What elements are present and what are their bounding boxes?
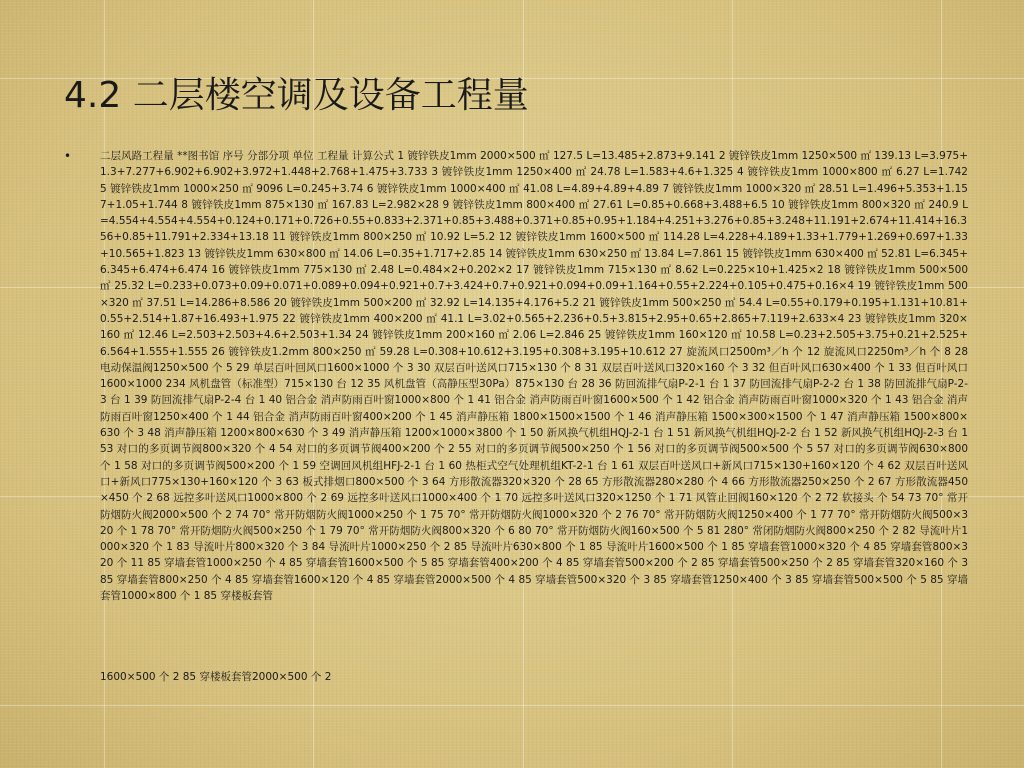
- slide-title: 4.2 二层楼空调及设备工程量: [64, 75, 529, 116]
- grid-line-horizontal-4: [0, 705, 1024, 706]
- bullet-marker: •: [64, 149, 72, 163]
- quantity-list-text: 二层风路工程量 **图书馆 序号 分部分项 单位 工程量 计算公式 1 镀锌铁皮1mm 2000×500 ㎡ 127.5 L=13.485+2.873+9.141 2 镀锌铁皮1mm 1250×500 ㎡ 139.13 L=3.975+1.3+7.277+6.902+6.902+3.972+1.448+2.768+1.475+3.733 3 镀锌铁皮1mm 1250×400 ㎡ 24.78 L=1.583+4.6+1.325 4 镀锌铁皮1mm 1000×800 ㎡ 6.27 L=1.742 5 镀锌铁皮1mm 1000×250 ㎡ 9096 L=0.245+3.74 6 镀锌铁皮1mm 1000×400 ㎡ 41.08 L=4.89+4.89+4.89 7 镀锌铁皮1mm 1000×320 ㎡ 28.51 L=1.496+5.353+1.157+1.05+1.744 8 镀锌铁皮1mm 875×130 ㎡ 167.83 L=2.982×28 9 镀锌铁皮1mm 800×400 ㎡ 27.61 L=0.85+0.668+3.488+6.5 10 镀锌铁皮1mm 800×320 ㎡ 240.9 L=4.554+4.554+4.554+0.124+0.171+0.726+0.55+0.833+2.371+0.85+3.488+0.371+0.85+0.95+1.184+4.251+3.276+0.85+3.248+11.191+2.674+11.414+16.356+0.85+11.791+2.334+13.18 11 镀锌铁皮1mm 800×250 ㎡ 10.92 L=5.2 12 镀锌铁皮1mm 1600×500 ㎡ 114.28 L=4.228+4.189+1.33+1.779+1.269+0.697+1.33+10.565+1.823 13 镀锌铁皮1mm 630×800 ㎡ 14.06 L=0.35+1.717+2.85 14 镀锌铁皮1mm 630×250 ㎡ 13.84 L=7.861 15 镀锌铁皮1mm 630×400 ㎡ 52.81 L=6.345+6.345+6.474+6.474 16 镀锌铁皮1mm 775×130 ㎡ 2.48 L=0.484×2+0.202×2 17 镀锌铁皮1mm 715×130 ㎡ 8.62 L=0.225×10+1.425×2 18 镀锌铁皮1mm 500×500 ㎡ 25.32 L=0.233+0.073+0.09+0.071+0.089+0.094+0.921+0.7+3.424+0.7+0.921+0.094+0.09+1.164+0.55+2.224+0.105+0.475+0.16×4 19 镀锌铁皮1mm 500×320 ㎡ 37.51 L=14.286+8.586 20 镀锌铁皮1mm 500×200 ㎡ 32.92 L=14.135+4.176+5.2 21 镀锌铁皮1mm 500×250 ㎡ 54.4 L=0.55+0.179+0.195+1.131+10.81+0.55+2.514+1.87+16.493+1.975 22 镀锌铁皮1mm 400×200 ㎡ 41.1 L=3.02+0.565+2.236+0.5+3.815+2.95+0.65+2.865+7.119+2.633×4 23 镀锌铁皮1mm 320×160 ㎡ 12.46 L=2.503+2.503+4.6+2.503+1.34 24 镀锌铁皮1mm 200×160 ㎡ 2.06 L=2.846 25 镀锌铁皮1mm 160×120 ㎡ 10.58 L=0.23+2.505+3.75+0.21+2.525+6.564+1.555+1.555 26 镀锌铁皮1.2mm 800×250 ㎡ 59.28 L=0.308+10.612+3.195+0.308+3.195+10.612 27 旋流风口2500m³／h 个 12 旋流风口2250m³／h 个 8 28 电动保温阀1250×500 个 5 29 单层百叶回风口1600×1000 个 3 30 双层百叶送风口715×130 个 8 31 双层百叶送风口320×160 个 3 32 但百叶风口630×400 个 1 33 但百叶风口1600×1000 234 风机盘管（标准型）715×130 台 12 35 风机盘管（高静压型30Pa）875×130 台 28 36 防回流排气扇P-2-1 台 1 37 防回流排气扇P-2-2 台 1 38 防回流排气扇P-2-3 台 1 39 防回流排气扇P-2-4 台 1 40 铝合金 消声防雨百叶窗1000×800 个 1 41 铝合金 消声防雨百叶窗1600×500 个 1 42 铝合金 消声防雨百叶窗1000×320 个 1 43 铝合金 消声防雨百叶窗1250×400 个 1 44 铝合金 消声防雨百叶窗400×200 个 1 45 消声静压箱 1800×1500×1500 个 1 46 消声静压箱 1500×300×1500 个 1 47 消声静压箱 1500×800×630 个 3 48 消声静压箱 1200×800×630 个 3 49 消声静压箱 1200×1000×3800 个 1 50 新风换气机组HQJ-2-1 台 1 51 新风换气机组HQJ-2-2 台 1 52 新风换气机组HQJ-2-3 台 1 53 对口的多页调节阀800×320 个 4 54 对口的多页调节阀400×200 个 2 55 对口的多页调节阀500×250 个 1 56 对口的多页调节阀500×500 个 5 57 对口的多页调节阀630×800 个 1 58 对口的多页调节阀500×200 个 1 59 空调回风机组HFJ-2-1 台 1 60 热柜式空气处理机组KT-2-1 台 1 61 双层百叶送风口+新风口715×130+160×120 个 4 62 双层百叶送风口+新风口775×130+160×120 个 3 63 板式排烟口800×500 个 3 64 方形散流器320×320 个 28 65 方形散流器280×280 个 4 66 方形散流器250×250 个 2 67 方形散流器450×450 个 2 68 远控多叶送风口1000×800 个 2 69 远控多叶送风口1000×400 个 1 70 远控多叶送风口320×1250 个 1 71 风管止回阀160×120 个 2 72 软接头 个 54 73 70° 常开防烟防火阀2000×500 个 2 74 70° 常开防烟防火阀1000×250 个 1 75 70° 常开防烟防火阀1000×320 个 2 76 70° 常开防烟防火阀1250×400 个 1 77 70° 常开防烟防火阀500×320 个 1 78 70° 常开防烟防火阀500×250 个 1 79 70° 常开防烟防火阀800×320 个 6 80 70° 常开防烟防火阀160×500 个 5 81 280° 常闭防烟防火阀800×250 个 2 82 导流叶片1000×320 个 1 83 导流叶片800×320 个 3 84 导流叶片1000×250 个 2 85 导流叶片630×800 个 1 85 导流叶片1600×500 个 1 85 穿墙套管1000×320 个 4 85 穿墙套管800×320 个 11 85 穿墙套管1000×250 个 4 85 穿墙套管1600×500 个 5 85 穿墙套管400×200 个 4 85 穿墙套管500×200 个 2 85 穿墙套管500×250 个 2 85 穿墙套管320×160 个 3 85 穿墙套管800×250 个 4 85 穿墙套管1600×120 个 4 85 穿墙套管2000×500 个 4 85 穿墙套管500×320 个 3 85 穿墙套管1250×400 个 3 85 穿墙套管500×500 个 5 85 穿墙套管1000×800 个 1 85 穿楼板套管: [100, 150, 968, 603]
- quantity-list-tail: 1600×500 个 2 85 穿楼板套管2000×500 个 2: [100, 671, 332, 683]
